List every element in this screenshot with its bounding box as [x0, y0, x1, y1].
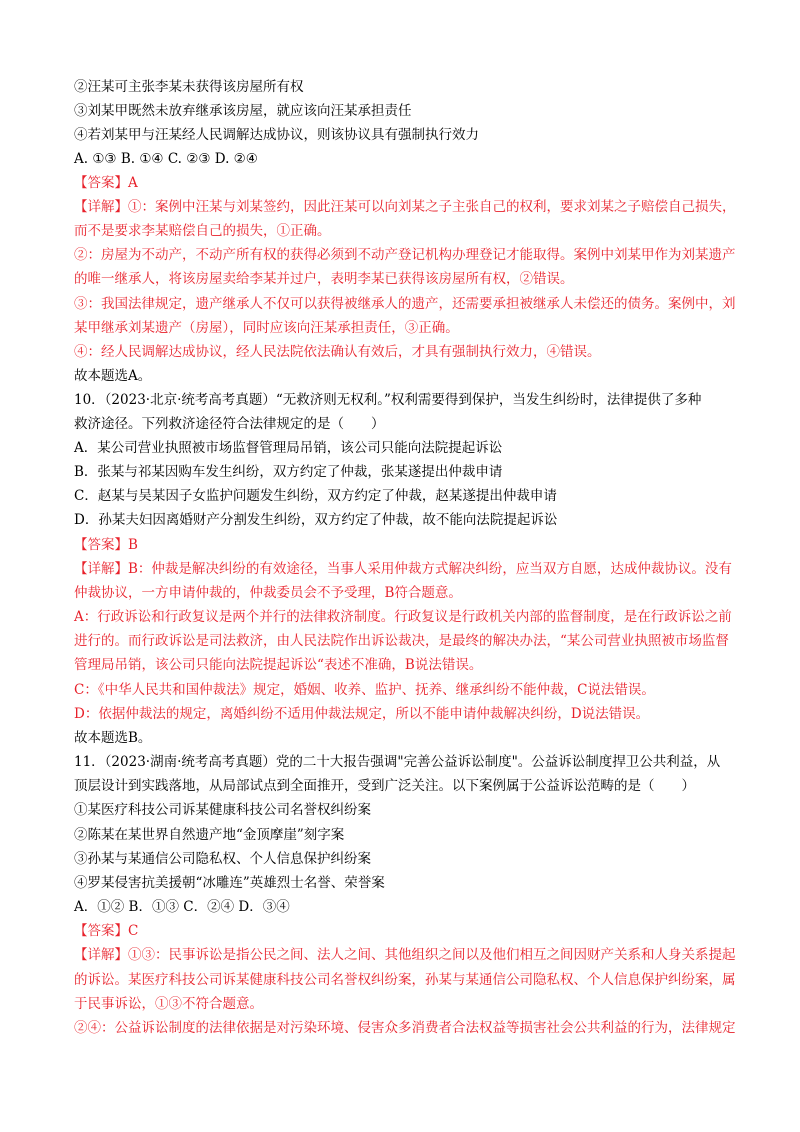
- q10-stem-line-2: 救济途径。下列救济途径符合法律规定的是（ ）: [74, 416, 385, 432]
- q10-detail-line-5: 管理局吊销，该公司只能向法院提起诉讼“表述不准确，B说法错误。: [74, 657, 483, 673]
- q11-choices: A．①② B．①③ C．②④ D．③④: [74, 899, 290, 915]
- q11-detail-line-2: 的诉讼。某医疗科技公司诉某健康科技公司名誉权纠纷案，孙某与某通信公司隐私权、个人信息保护纠纷案，属: [74, 972, 736, 988]
- q11-detail-line-3: 于民事诉讼，①③不符合题意。: [74, 996, 263, 1012]
- answer-value: A: [128, 175, 138, 191]
- q11-detail-line-4: ②④：公益诉讼制度的法律依据是对污染环境、侵害众多消费者合法权益等损害社会公共利益的行为，法律规定: [74, 1020, 736, 1036]
- q11-option-4: ④罗某侵害抗美援朝“冰雕连”英雄烈士名誉、荣誉案: [74, 875, 385, 891]
- q11-option-2: ②陈某在某世界自然遗产地“金顶摩崖”刻字案: [74, 827, 345, 843]
- q11-option-1: ①某医疗科技公司诉某健康科技公司名誉权纠纷案: [74, 802, 371, 818]
- q9-option-2: ②汪某可主张李某未获得该房屋所有权: [74, 79, 304, 95]
- q9-answer: [74, 173, 754, 193]
- q10-detail-line-4: 进行的。而行政诉讼是司法救济，由人民法院作出诉讼裁决，是最终的解决办法，“某公司营业执照被市场监督: [74, 633, 729, 649]
- q10-option-a: A．某公司营业执照被市场监督管理局吊销，该公司只能向法院提起诉讼: [74, 440, 503, 456]
- q10-detail-line-7: D：依据仲裁法的规定，离婚纠纷不适用仲裁法规定，所以不能申请仲裁解决纠纷，D说法错误。: [74, 706, 650, 722]
- q9-choices: A. ①③ B. ①④ C. ②③ D. ②④: [74, 151, 258, 167]
- q9-conclusion: 故本题选A。: [74, 368, 152, 384]
- q9-detail-line-4: 的唯一继承人，将该房屋卖给李某并过户，表明李某已获得该房屋所有权，②错误。: [74, 271, 574, 287]
- q9-detail-line-1: [74, 197, 754, 217]
- q9-detail-line-3: ②：房屋为不动产，不动产所有权的获得必须到不动产登记机构办理登记才能取得。案例中刘某甲作为刘某遗产: [74, 247, 736, 263]
- q10-conclusion: 故本题选B。: [74, 730, 152, 746]
- detail-text: ①：案例中汪某与刘某签约，因此汪某可以向刘某之子主张自己的权利，要求刘某之子赔偿自己损失，: [128, 199, 736, 215]
- q9-detail-line-5: ③：我国法律规定，遗产继承人不仅可以获得被继承人的遗产，还需要承担被继承人未偿还的债务。案例中，刘: [74, 296, 736, 312]
- q10-option-d: D．孙某夫妇因离婚财产分割发生纠纷，双方约定了仲裁，故不能向法院提起诉讼: [74, 512, 558, 528]
- q10-detail-line-6: C：《中华人民共和国仲裁法》规定，婚姻、收养、监护、抚养、继承纠纷不能仲裁，C说法错误。: [74, 682, 655, 698]
- q11-option-3: ③孙某与某通信公司隐私权、个人信息保护纠纷案: [74, 851, 371, 867]
- answer-label: 【答案】: [74, 537, 128, 553]
- q10-option-c: C．赵某与吴某因子女监护问题发生纠纷，双方约定了仲裁，赵某遂提出仲裁申请: [74, 488, 557, 504]
- answer-value: C: [128, 923, 139, 939]
- detail-label: 【详解】: [74, 947, 128, 963]
- q10-detail-line-3: A：行政诉讼和行政复议是两个并行的法律救济制度。行政复议是行政机关内部的监督制度，是在行政诉讼之前: [74, 609, 732, 625]
- answer-label: 【答案】: [74, 175, 128, 191]
- q9-detail-line-2: 而不是要求李某赔偿自己的损失，①正确。: [74, 223, 331, 239]
- q9-option-4: ④若刘某甲与汪某经人民调解达成协议，则该协议具有强制执行效力: [74, 127, 479, 143]
- detail-label: 【详解】: [74, 561, 128, 577]
- q9-option-3: ③刘某甲既然未放弃继承该房屋，就应该向汪某承担责任: [74, 103, 412, 119]
- q10-answer: [74, 535, 754, 555]
- answer-value: B: [128, 537, 138, 553]
- q10-detail-line-1: [74, 559, 754, 579]
- q10-option-b: B．张某与祁某因购车发生纠纷，双方约定了仲裁，张某遂提出仲裁申请: [74, 464, 503, 480]
- q9-detail-line-7: ④：经人民调解达成协议，经人民法院依法确认有效后，才具有强制执行效力，④错误。: [74, 344, 601, 360]
- detail-label: 【详解】: [74, 199, 128, 215]
- q11-answer: [74, 921, 754, 941]
- q10-stem-line-1: 10．（2023·北京·统考高考真题）“无救济则无权利。”权利需要得到保护，当发生纠纷时，法律提供了多种: [74, 392, 702, 408]
- detail-text: ①③：民事诉讼是指公民之间、法人之间、其他组织之间以及他们相互之间因财产关系和人身关系提起: [128, 947, 736, 963]
- q10-detail-line-2: 仲裁协议，一方申请仲裁的，仲裁委员会不予受理，B符合题意。: [74, 585, 462, 601]
- q9-detail-line-6: 某甲继承刘某遗产（房屋），同时应该向汪某承担责任，③正确。: [74, 320, 459, 336]
- detail-text: B：仲裁是解决纠纷的有效途径，当事人采用仲裁方式解决纠纷，应当双方自愿，达成仲裁协议。没有: [128, 561, 732, 577]
- q11-stem-line-1: 11．（2023·湖南·统考高考真题）党的二十大报告强调"完善公益诉讼制度"。公益诉讼制度捍卫公共利益，从: [74, 754, 721, 770]
- q11-detail-line-1: [74, 945, 754, 965]
- q11-stem-line-2: 顶层设计到实践落地，从局部试点到全面推开，受到广泛关注。以下案例属于公益诉讼范畴的是（ ）: [74, 778, 695, 794]
- answer-label: 【答案】: [74, 923, 128, 939]
